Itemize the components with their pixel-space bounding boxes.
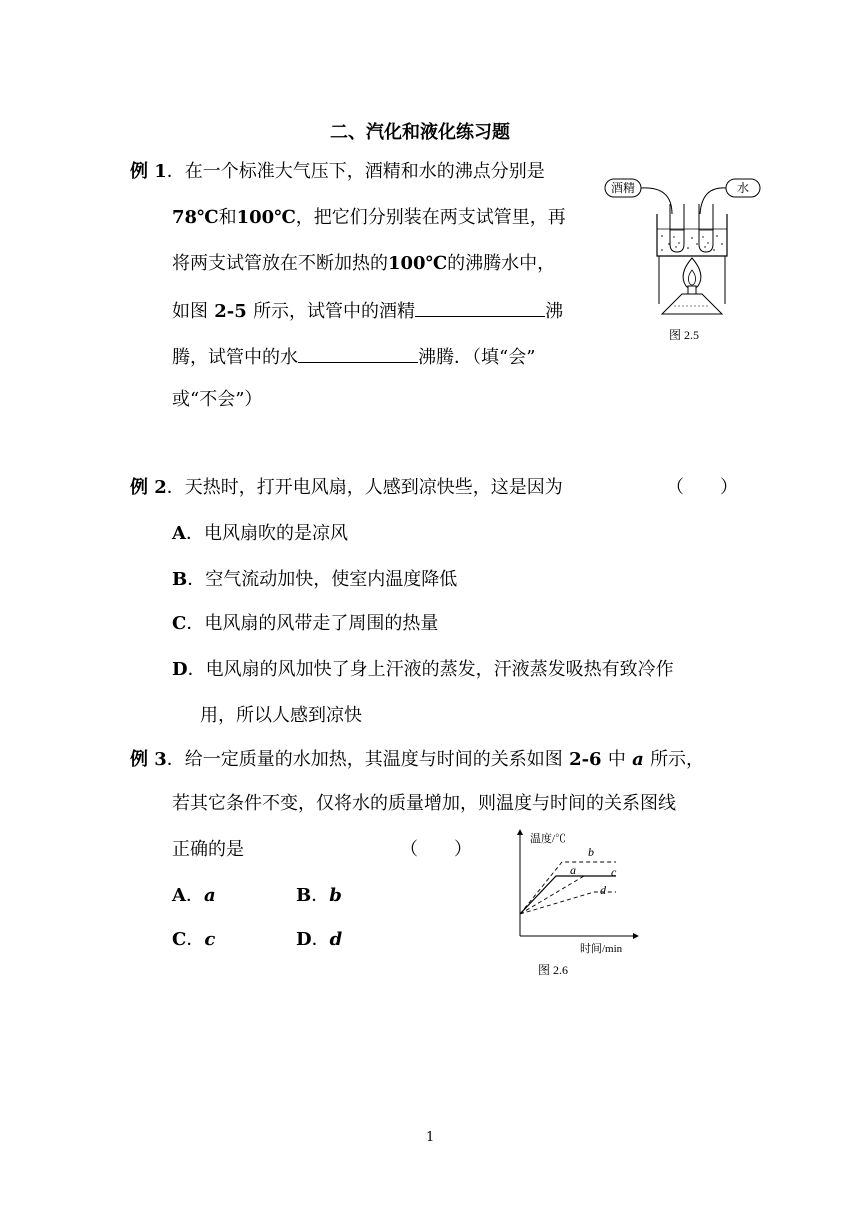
curve-label-d: d <box>600 883 606 897</box>
curve-label-b: b <box>588 845 594 859</box>
q3-line2: 若其它条件不变，仅将水的质量增加，则温度与时间的关系图线 <box>172 793 676 814</box>
figure-2-6-caption: 图 2.6 <box>538 963 569 977</box>
q3-option-b[interactable]: B．b <box>296 885 342 906</box>
q2-option-c[interactable]: C．电风扇的风带走了周围的热量 <box>172 613 439 634</box>
figure-2-6-temperature-time-graph <box>508 826 648 982</box>
flame <box>683 258 701 289</box>
q3-line1: 例 3．给一定质量的水加热，其温度与时间的关系如图 2-6 中 a 所示， <box>130 749 705 770</box>
water-test-tube <box>699 204 713 252</box>
alcohol-label: 酒精 <box>610 181 636 195</box>
water-label: 水 <box>736 181 750 195</box>
q3-option-d[interactable]: D．d <box>296 929 343 950</box>
q3-number: 例 3 <box>130 749 167 770</box>
q2-answer-paren[interactable]: （ ） <box>666 477 738 498</box>
q1-line6: 或“不会”） <box>172 389 263 410</box>
q1-answer-blank-alcohol[interactable] <box>415 298 545 317</box>
q2-option-d-continued: 用，所以人感到凉快 <box>200 705 362 726</box>
alcohol-lamp <box>662 294 722 314</box>
q2-option-d[interactable]: D．电风扇的风加快了身上汗液的蒸发，汗液蒸发吸热有致冷作 <box>172 659 674 680</box>
figure-2-5-test-tubes <box>602 174 767 349</box>
q3-option-a[interactable]: A．a <box>172 885 216 906</box>
q1-line2: 78℃和100℃，把它们分别装在两支试管里，再 <box>172 207 566 228</box>
q2-option-b[interactable]: B．空气流动加快，使室内温度降低 <box>172 569 458 590</box>
q3-option-c[interactable]: C．c <box>172 929 216 950</box>
page-number: 1 <box>426 1130 435 1145</box>
q2-number: 例 2 <box>130 477 167 498</box>
q2-stem: 例 2．天热时，打开电风扇，人感到凉快些，这是因为 <box>130 477 563 498</box>
q3-line3: 正确的是 <box>172 839 244 860</box>
curve-label-a: a <box>570 863 576 877</box>
q1-answer-blank-water[interactable] <box>298 344 418 363</box>
curve-label-c: c <box>611 865 617 879</box>
q1-line4: 如图 2-5 所示，试管中的酒精 沸 <box>172 298 563 324</box>
y-axis-label: 温度/℃ <box>530 833 567 845</box>
page-title: 二、汽化和液化练习题 <box>330 122 510 143</box>
q2-option-a[interactable]: A．电风扇吹的是凉风 <box>172 523 348 544</box>
q1-line1: 例 1．在一个标准大气压下，酒精和水的沸点分别是 <box>130 161 545 182</box>
q1-line3: 将两支试管放在不断加热的100℃的沸腾水中， <box>172 253 556 274</box>
q1-line5: 腾，试管中的水 沸腾．（填“会” <box>172 344 535 370</box>
q3-answer-paren[interactable]: （ ） <box>400 839 472 860</box>
q1-number: 例 1 <box>130 161 167 182</box>
figure-2-5-caption: 图 2.5 <box>668 328 700 342</box>
beaker <box>657 214 727 256</box>
x-axis-label: 时间/min <box>580 943 623 955</box>
